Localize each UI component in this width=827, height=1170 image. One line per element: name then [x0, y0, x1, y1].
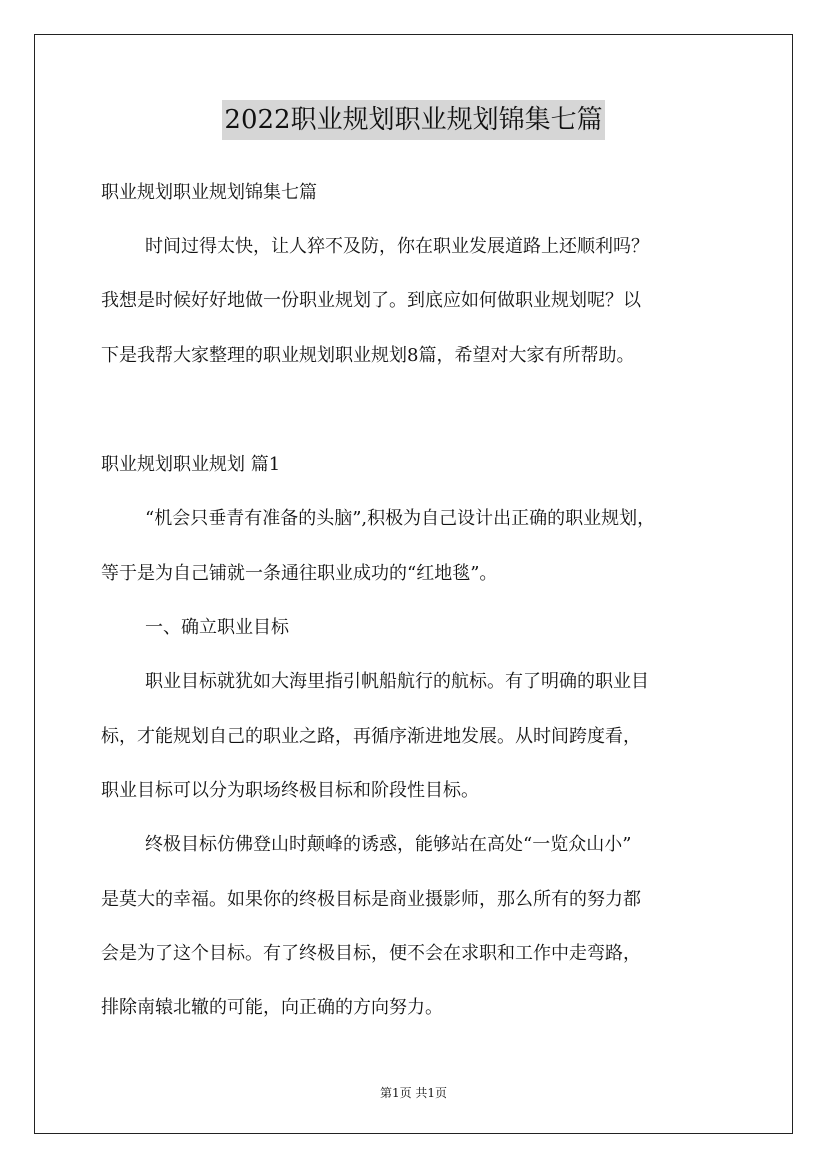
paragraph-line: 职业目标就犹如大海里指引帆船航行的航标。有了明确的职业目 — [145, 671, 649, 692]
paragraph-line: 标，才能规划自己的职业之路，再循序渐进地发展。从时间跨度看， — [101, 726, 641, 747]
paragraph-line: 时间过得太快，让人猝不及防，你在职业发展道路上还顺利吗？ — [145, 236, 649, 257]
paragraph-line: 我想是时候好好地做一份职业规划了。到底应如何做职业规划呢？以 — [101, 290, 641, 311]
subtitle-line: 职业规划职业规划锦集七篇 — [101, 182, 317, 203]
section-heading: 职业规划职业规划 篇1 — [101, 454, 281, 475]
paragraph-line: “机会只垂青有准备的头脑”,积极为自己设计出正确的职业规划， — [145, 508, 656, 529]
subsection-heading: 一、确立职业目标 — [145, 617, 289, 638]
paragraph-line: 会是为了这个目标。有了终极目标，便不会在求职和工作中走弯路， — [101, 943, 641, 964]
paragraph-line: 终极目标仿佛登山时颠峰的诱惑，能够站在高处“一览众山小” — [145, 834, 632, 855]
paragraph-line: 排除南辕北辙的可能，向正确的方向努力。 — [101, 997, 443, 1018]
paragraph-line: 职业目标可以分为职场终极目标和阶段性目标。 — [101, 780, 479, 801]
paragraph-line: 是莫大的幸福。如果你的终极目标是商业摄影师，那么所有的努力都 — [101, 889, 641, 910]
document-title: 2022职业规划职业规划锦集七篇 — [222, 100, 604, 140]
page-footer: 第1页 共1页 — [379, 1086, 448, 1100]
paragraph-line: 下是我帮大家整理的职业规划职业规划8篇，希望对大家有所帮助。 — [101, 345, 635, 366]
title-container — [0, 100, 827, 140]
paragraph-line: 等于是为自己铺就一条通往职业成功的“红地毯”。 — [101, 563, 498, 584]
